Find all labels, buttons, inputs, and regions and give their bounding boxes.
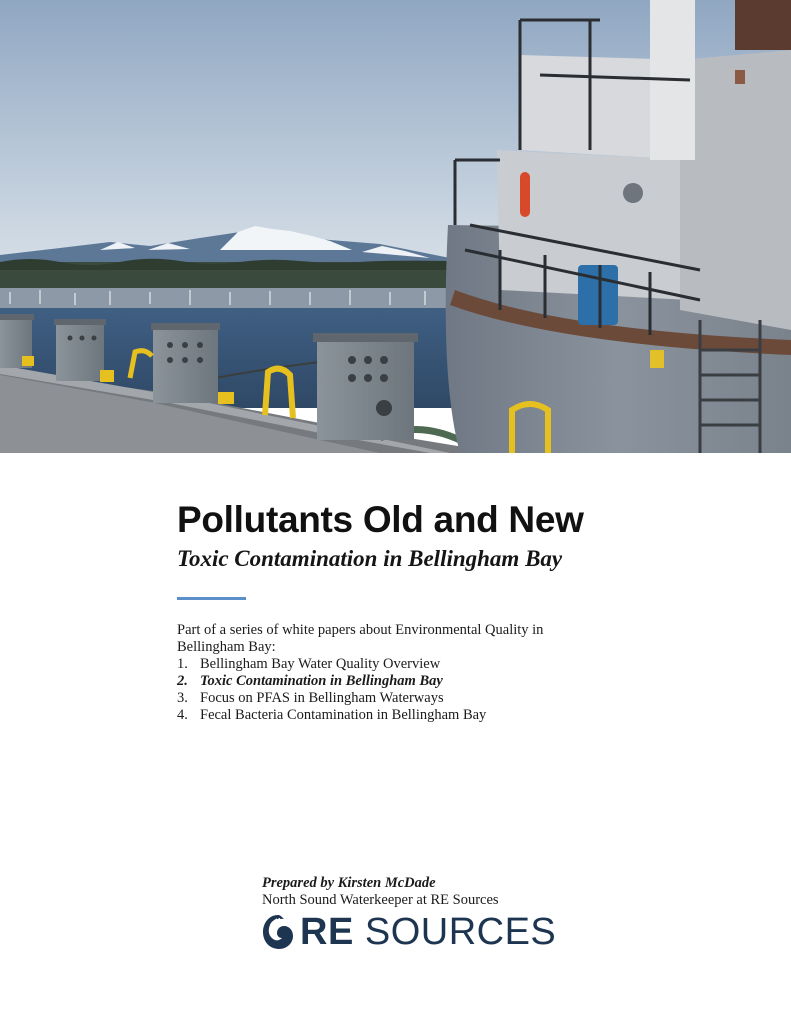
series-item-number: 3. <box>177 690 188 706</box>
series-item-number: 2. <box>177 673 188 689</box>
series-item-number: 4. <box>177 707 188 723</box>
series-section <box>177 622 597 724</box>
series-item <box>177 690 597 707</box>
series-item-number: 1. <box>177 656 188 672</box>
series-item-title: Bellingham Bay Water Quality Overview <box>200 656 441 672</box>
series-item <box>177 707 597 724</box>
logo-wordmark-light: SOURCES <box>364 911 557 953</box>
series-item-title: Fecal Bacteria Contamination in Bellingham Bay <box>200 707 487 723</box>
wave-logo-icon <box>262 914 294 950</box>
cover-photo <box>0 0 791 453</box>
re-sources-logo <box>262 912 556 952</box>
logo-wordmark <box>300 912 556 952</box>
title-block <box>177 496 757 574</box>
document-title: Pollutants Old and New <box>177 499 584 540</box>
prepared-by: Prepared by Kirsten McDade <box>262 875 436 891</box>
series-item-title: Toxic Contamination in Bellingham Bay <box>200 673 443 689</box>
accent-divider <box>177 597 246 600</box>
series-list <box>177 656 597 724</box>
series-item-title: Focus on PFAS in Bellingham Waterways <box>200 690 444 706</box>
affiliation: North Sound Waterkeeper at RE Sources <box>262 892 499 908</box>
series-item <box>177 656 597 673</box>
credit-block <box>262 875 562 909</box>
series-intro: Part of a series of white papers about Environmental Quality in Bellingham Bay: <box>177 622 544 655</box>
logo-wordmark-bold: RE <box>300 911 354 953</box>
document-subtitle: Toxic Contamination in Bellingham Bay <box>177 546 563 571</box>
series-item-current <box>177 673 597 690</box>
